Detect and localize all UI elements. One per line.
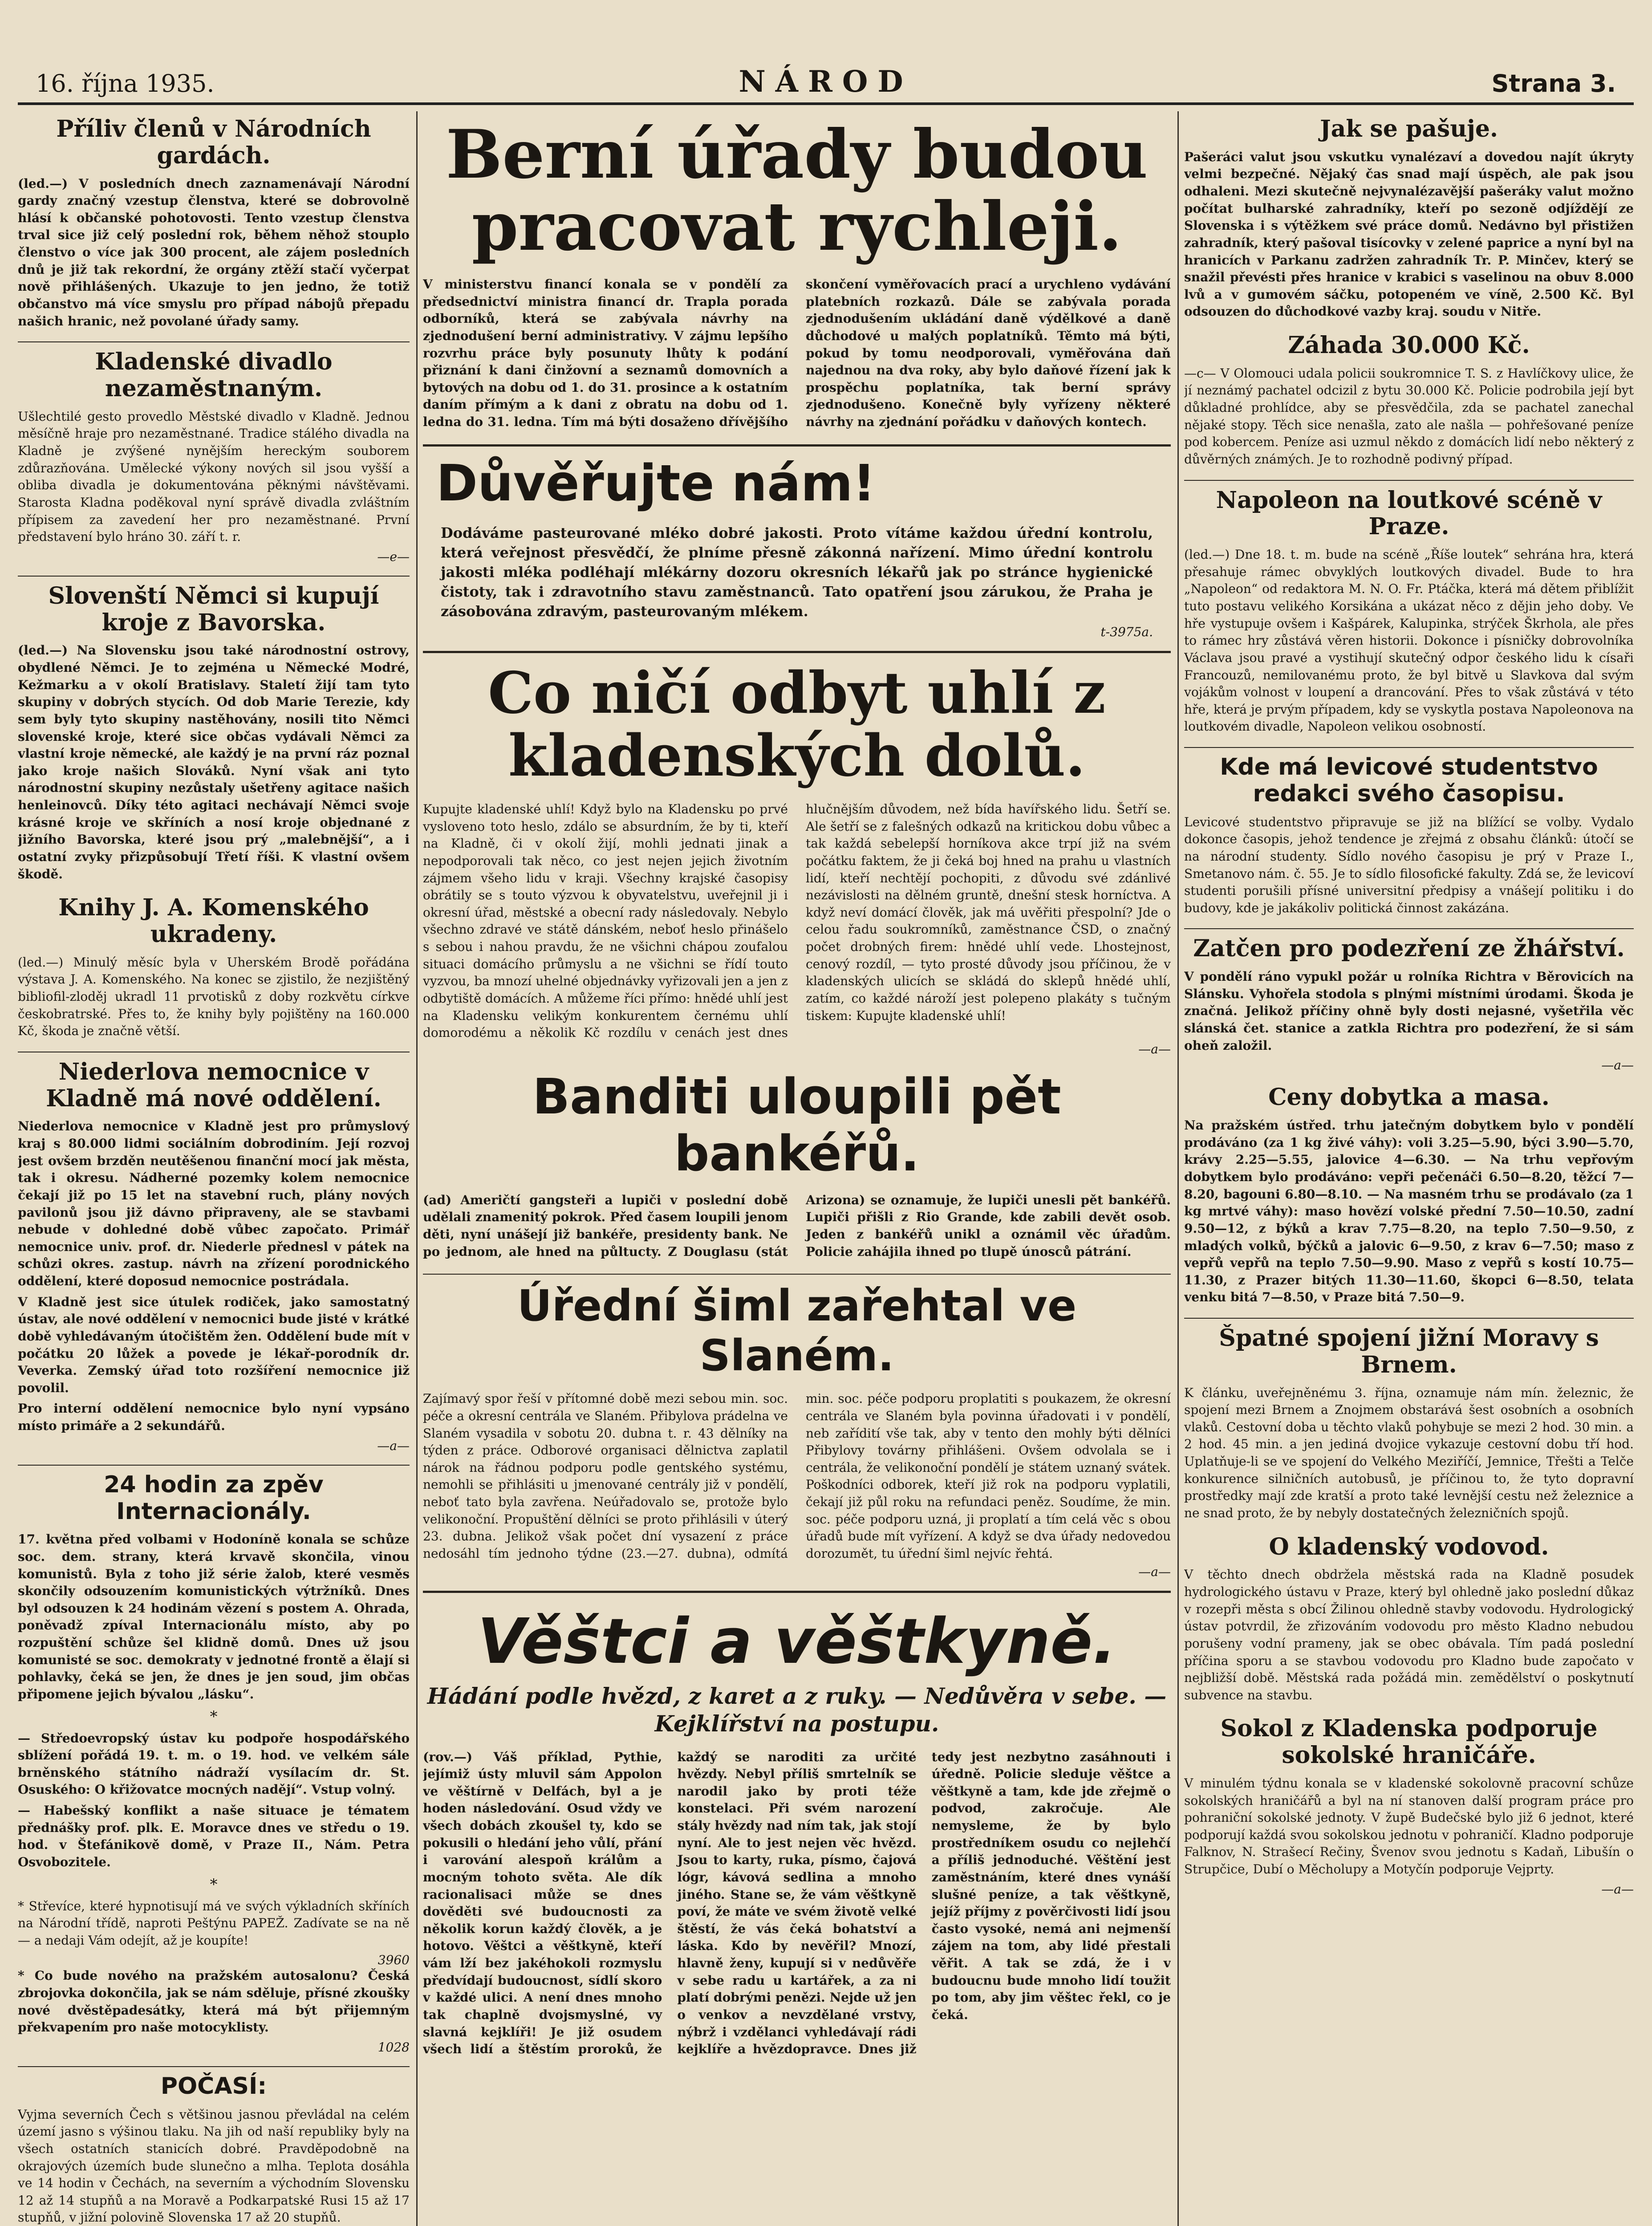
article-zatcen	[1184, 935, 1634, 1072]
headline: Jak se pašuje.	[1319, 116, 1498, 142]
article-body: Dodáváme pasteurované mléko dobré jakosti. Proto vítáme každou úřední kontrolu, která veřejnost přesvědčí, že plníme přesně zákonná nařízení. Mimo úřední kontrolu jakosti mléka podléhají mlékárny dozoru okresních lékařů jak po stránce hygienické čistoty, tak i zdravotního stavu zaměstnanců. Tato opatření jsou zárukou, že Praha je zásobována zdravým, pasteurovaným mlékem.	[441, 524, 1153, 620]
article-body: Na pražském ústřed. trhu jatečným dobytkem bylo v pondělí prodáváno (za 1 kg živé váhy): voli 3.25—5.90, býci 3.90—5.70, krávy 2.25—5.55, jalovice 4—6.30. — Na trhu vepřovým dobytkem bylo prodáváno: vepři pečenáči 6.50—8.20, těžcí 7—8.20, bagouni 6.80—8.10. — Na masném trhu se prodávalo (za 1 kg mrtvé váhy): maso hovězí volské přední 7.50—10.50, zadní 9.50—12, z býků a krav 7.75—8.20, na teplo 7.50—9.50, z mladých volků, býčků a jalovic 6—9.50, z krav 6—7.50; maso z vepřů vepřů na teplo 7.50—9.90. Maso z vepřů s kostí 10.75—11.30, z Prazer bitých 11.30—11.60, škopci 6—8.50, telata venku bitá 7—8.50, v Praze bitá 7.50—9.	[1184, 1118, 1634, 1305]
article-zahada	[1184, 332, 1634, 468]
headline: Příliv členů v Národních gardách.	[56, 116, 371, 169]
article-internacionala: 24 hodin za zpěv Internacionály. 17. května před volbami v Hodoníně konala se schůze soc. dem. strany, která krvavě skončila, vinou komunistů. Byla z toho již série žalob, které vesměs skončily odsouzením komunistických výtržníků. Dnes byl odsouzen k 24 hodinám vězení s postem A. Ohrada, poněvadž zpíval Internacionálu místo, aby po rozpuštění schůze šel klidně domů. Dnes už jsou komunisté se soc. demokraty v jednotné frontě a ělají si pohlavky, čeká se jen, že dnes je jen soud, jim občas připomene jejich bývalou „lásku“. * — Středoevropský ústav ku podpoře hospodářského sblížení pořádá 19. t. m. o 19. hod. ve velkém sále brněnského státního nádraží vysílacím dr. St. Osuského: O křižovatce mocných nadějí“. Vstup volný. — Habešský konflikt a naše situace je tématem přednášky prof. plk. E. Moravce dnes ve středu o 19. hod. v Štefánikově domě, v Praze II., Nám. Petra Osvobozitele. * * Střevíce, které hypnotisují má ve svých výkladních skříních na Národní třídě, naproti Peštýnu PAPEŽ. Zadívate se na ně — a nedaji Vám odejít, až je koupíte! 3960 * Co bude nového na pražském autosalonu? Česká zbrojovka dokončila, jak se nám sděluje, přísné zkoušky nové dvěstěpadesátky, která má být přijemným překvapením pro naše motocyklisty. 1028	[18, 1471, 410, 2055]
article-body: Pašeráci valut jsou vskutku vynalézaví a dovedou najít úkryty velmi bezpečné. Nějaký čas snad mají úspěch, ale pak jsou odhaleni. Mezi skutečně nejvynalézavější pašeráky valut možno počítat bulharské zahradníky, kteří po sezoně odjíždějí ze Slovenska i s výtěžkem své práce domů. Nedávno byl přistižen zahradník, který pašoval tisícovky v zelené paprice a nyní byl na hranicích v Parkanu zadržen zahradník Tr. P. Minčev, který se snažil převésti přes hranice v krabici s vaselinou na obuv 8.000 lvů a v gumovém sáčku, potopeném ve víně, 2.500 Kč. Byl odsouzen do důchodkové vazby kraj. soudu v Nitře.	[1184, 149, 1634, 319]
headline: Úřední šiml zařehtal ve Slaném.	[517, 1281, 1077, 1381]
headline: Banditi uloupili pět bankéřů.	[532, 1068, 1061, 1182]
article-spojeni-moravy	[1184, 1325, 1634, 1522]
article-slovensti-nemci	[18, 583, 410, 883]
article-uredni-siml	[423, 1281, 1171, 1579]
article-body: Ušlechtilé gesto provedlo Městské divadlo v Kladně. Jednou měsíčně hraje pro nezaměstnané. Tradice stálého divadla na Kladně je zvýšené nynějším hereckým souborem zdůrazňována. Umělecké výkony nových sil jsou vyšší a obliba divadla je dokumentována pěknými návštěvami. Starosta Kladna poděkoval nyní správě divadla zvláštním přípisem za zavedení her pro nezaměstnané. První představení bylo hráno 30. září t. r.	[18, 409, 410, 544]
article-body: Pro interní oddělení nemocnice bylo nyní vypsáno místo primáře a 2 sekundářů.	[18, 1401, 410, 1434]
article-niederlova-nemocnice	[18, 1059, 410, 1453]
issue-date: 16. října 1935.	[36, 69, 215, 97]
advert-number: 1028	[377, 2039, 410, 2055]
headline: Kladenské divadlo nezaměstnaným.	[95, 348, 333, 402]
article-body: Zajímavý spor řeší v přítomné době mezi sebou min. soc. péče a okresní centrála ve Slaném. Přibylova prádelna ve Slaném vysadila v sobotu 20. dubna t. r. 43 dělníky na týden z práce. Odborové organisaci dělnictva zaplatil nárok na řádnou podporu podle gentského systému, nemohli se přihlásiti u jmenované centrály již v pondělí, neboť tato byla zavřena. Neúřadovalo se, protože bylo velikonoční. Propuštění dělníci se proto přihlásili v úterý 23. dubna. Jelikož však počet dní vysazení z práce nedosáhl tím jednoho týdne (23.—27. dubna), odmítá min. soc. péče podporu proplatiti s poukazem, že okresní centrála ve Slaném byla povinna úřadovati i v pondělí, neb zařídití vše tak, aby v tento den mohly býti dělníci Přibylovy továrny přihlášeni. Ovšem odvolala se i centrála, že velikonoční pondělí je státem uznaný svátek. Poškodníci odborek, kteří již rok na podporu vyplatili, čekají již půl roku na refundaci peněz. Soudíme, že min. soc. péče podporu uzná, ji proplatí a tím celá věc s obou úřadů bude mít vyřízení. A když se dva úřady nedovedou dorozumět, tu úřední šiml nejvíc řehtá.	[423, 1391, 1171, 1561]
article-body: —c— V Olomouci udala policii soukromnice T. S. z Havlíčkovy ulice, že jí neznámý pachatel odcizil z bytu 30.000 Kč. Policie podrobila její byt důkladné prohlídce, aby se přesvědčila, zda se pachatel zanechal nějaké stopy. Těch sice nenašla, zato ale našla — pohřešované peníze pod kobercem. Peníze asi uzmul někdo z domácích lidí nebo některý z důvěrných známých. Je to rozhodně podivný případ.	[1184, 366, 1634, 467]
headline: Co ničí odbyt uhlí z kladenských dolů.	[488, 660, 1106, 790]
article-body: Vyjma severních Čech s většinou jasnou převládal na celém území jasno s výšinou tlaku. Na jih od naší republiky byly na všech ostatních stanicích dobré. Pravděpodobně na okrajových územích bude slunečno a mlha. Teplota dosáhla ve 14 hodin v Čechách, na severním a východním Slovensku 12 až 14 stupňů a na Moravě a Podkarpatské Rusi 15 až 17 stupňů, v jižní polovině Slovenska 17 až 20 stupňů.	[18, 2107, 410, 2225]
article-signature: —a—	[1138, 1564, 1171, 1579]
article-signature: —a—	[377, 1438, 410, 1453]
article-jak-se-pasuje	[1184, 116, 1634, 321]
subheadline: Hádání podle hvězd, z karet a z ruky. — Nedůvěra v sebe. — Kejklířství na postupu.	[427, 1682, 1167, 1737]
headline: Věštci a věštkyně.	[477, 1605, 1116, 1678]
headline: O kladenský vodovod.	[1269, 1533, 1549, 1560]
article-odbyt-uhli	[423, 662, 1171, 1056]
article-kladensky-vodovod	[1184, 1534, 1634, 1704]
headline: Důvěřujte nám!	[436, 454, 876, 512]
right-column	[1184, 116, 1634, 1908]
article-narodni-gardy	[18, 116, 410, 330]
headline: Kde má levicové studentstvo redakci svého časopisu.	[1220, 754, 1598, 807]
page-number: Strana 3.	[1491, 69, 1616, 97]
article-body: V Kladně jest sice útulek rodiček, jako samostatný ústav, ale nové oddělení v nemocnici bude jisté v krátké době vyhledávaným útočištěm žen. Oddělení bude mít v počátku 20 lůžek a povede je lékař-porodník dr. Veverka. Zemský úřad toto rozšíření nemocnice již povolil.	[18, 1294, 410, 1395]
article-signature: —a—	[1601, 1881, 1634, 1897]
article-body: (led.—) V posledních dnech zaznamenávají Národní gardy značný vzestup členstva, které se dobrovolně hlásí k občanské pohotovosti. Tento vzestup členstva trval sice již celý poslední rok, během něhož stouplo členstvo o více jak 300 procent, ale zájem posledních dnů je již tak rekordní, že orgány ztěží stačí vyčerpat nově přihlášených. Ukazuje to jen jedno, že totiž občanstvo má více smyslu pro případ nábojů přepadu našich hranic, než povolané úřady samy.	[18, 176, 410, 329]
left-column	[18, 116, 410, 2226]
article-body: (rov.—) Váš příklad, Pythie, jejímiž ústy mluvil sám Appolon ve věštírně v Delfách, byl a je hoden následování. Osud vždy ve všech dobách zkoušel ty, kdo se pokusili o hledání jeho vůlí, přání i varování alespoň králům a mocným tohoto světa. Ale dík racionalisaci může se dnes dověděti své budoucnosti za několik korun každý člověk, a je hotovo. Věštci a věštkyně, kteří vám lží bez jakéhokoli rozmyslu předvídají budoucnost, sídlí skoro v každé ulici. A není dnes mnoho tak chaplně dvojsmyslné, vy slavná kejklíři! Je již osudem všech lidí a štěstím proroků, že každý se naroditi za určité hvězdy. Nebyl příliš smrtelník se narodil jako by proti téže konstelaci. Při svém narození stály hvězdy nad ním tak, jak stojí nyní. Ale to jest nejen věc hvězd. Jsou to karty, ruka, písmo, čajová lógr, kávová sedlina a mnoho jiného. Stane se, že vám věštkyně poví, že máte ve svém životě velké štěstí, že vás čeká bohatství a láska. Kdo by nevěřil? Mnozí, hlavně ženy, kupují si v nedůvěře v sebe radu u kartářek, a za ni platí dobrými penězi. Nejde už jen o venkov a nevzdělané vrstvy, nýbrž i vzdělanci vyhledávají rádi kejklíře a hvězdopravce. Dnes již tedy jest nezbytno zasáhnouti i úředně. Policie sleduje věštce a věštkyně a tam, kde jde zřejmě o podvod, zakročuje. Ale nemysleme, že by bylo prostředníkem osudu co nejlehčí a příliš jednoduché. Věštění jest zaměstnáním, které dnes vynáší slušné peníze, a tak věštkyně, jejíž příjmy z pověrčivosti lidí jsou často vysoké, nemá ani nejmenší zájem na tom, aby lidé přestali věřit. A tak se zdá, že i v budoucnu bude mnoho lidí toužit po tom, aby jim věštec řekl, co je čeká.	[423, 1749, 1171, 2057]
headline: 24 hodin za zpěv Internacionály.	[104, 1471, 324, 1525]
article-body: Levicové studentstvo připravuje se již na blížící se volby. Vydalo dokonce časopis, jehož tendence je zřejmá z obsahu článků: útočí se na národní studenty. Sídlo nového časopisu je prý v Praze I., Smetanovo nám. č. 55. Je to sídlo filosofické fakulty. Zdá se, že levicoví studenti porušili přísné universitní předpisy a vnášejí politiku i do budovy, kde je jakákoliv politická činnost zakázána.	[1184, 814, 1634, 915]
article-body: V těchto dnech obdržela městská rada na Kladně posudek hydrologického ústavu v Praze, který byl ohledně jako poslední důkaz v rozepři města s obcí Žilinou ohledně stavby vodovodu. Hydrologický ústav potvrdil, že zřizováním vodovodu pro město Kladno nebudou porušeny vodní prameny, jak se obec obávala. Tím padá poslední příčina sporu a se stavbou vodovodu pro Kladno bude započato v nejbližší době. Městská rada požádá min. zemědělství o poskytnutí subvence na stavbu.	[1184, 1567, 1634, 1702]
headline: Špatné spojení jižní Moravy s Brnem.	[1219, 1324, 1599, 1378]
article-banditi	[423, 1068, 1171, 1263]
advert: * Střevíce, které hypnotisují má ve svých výkladních skříních na Národní třídě, naproti Peštýnu PAPEŽ. Zadívate se na ně — a nedaji Vám odejít, až je koupíte!	[18, 1898, 410, 1948]
article-ceny-dobytka	[1184, 1084, 1634, 1306]
article-body: K článku, uveřejněnému 3. října, oznamuje nám mín. železnic, že spojení mezi Brnem a Znojmem obstarává šest osobních a osobních vlaků. Cestovní doba u těchto vlaků pohybuje se mezi 2 hod. 30 min. a 2 hod. 45 min. a jen jediná dvojice vykazuje cestovní dobu tří hod. Uplatňuje-li se ve spojení do Velkého Meziříčí, Jemnice, Třešti a Telče konkurence silničních autobusů, je příčinou to, že tyto dopravní prostředky mají zde kratší a proto také levnější cestu než železnice a ne snad proto, že by nebyly dostatečných železničních spojů.	[1184, 1385, 1634, 1520]
headline: Slovenští Němci si kupují kroje z Bavorska.	[48, 582, 379, 636]
article-body: 17. května před volbami v Hodoníně konala se schůze soc. dem. strany, která krvavě skončila, vinou komunistů. Byla z toho již série žalob, které vesměs skončily odsouzením komunistických výtržníků. Dnes byl odsouzen k 24 hodinám vězení s postem A. Ohrada, poněvadž zpíval Internacionálu místo, aby po rozpuštění schůze šel klidně domů. Dnes už jsou komunisté se soc. demokraty v jednotné frontě a ělají si pohlavky, čeká se jen, že dnes je jen soud, jim občas připomene jejich bývalou „lásku“.	[18, 1532, 410, 1702]
article-napoleon	[1184, 487, 1634, 735]
advert-code: t-3975a.	[1100, 625, 1153, 640]
notice: — Habešský konflikt a naše situace je tématem přednášky prof. plk. E. Moravce dnes ve středu o 19. hod. v Štefánikově domě, v Praze II., Nám. Petra Osvobozitele.	[18, 1803, 410, 1869]
weather-report	[18, 2073, 410, 2226]
advert-duverujte-nam	[423, 455, 1171, 640]
headline: Ceny dobytka a masa.	[1268, 1084, 1550, 1111]
article-body: Niederlova nemocnice v Kladně jest pro průmyslový kraj s 80.000 lidmi sociálním dobrodiním. Její rozvoj jest ovšem brzděn neutěšenou finanční mocí jak města, tak i okresu. Nádherné pozemky kolem nemocnice čekají již po 15 let na stavební ruch, plány nových pavilonů jsou již dávno připraveny, ale se stavbami nebude v dohledné době vůbec započato. Primář nemocnice univ. prof. dr. Niederle přednesl v pátek na schůzi okres. zastup. návrh na zřízení porodnického oddělení, které doposud nemocnice postrádala.	[18, 1119, 410, 1289]
headline: Sokol z Kladenska podporuje sokolské hraničáře.	[1220, 1715, 1598, 1769]
advert: * Co bude nového na pražském autosalonu? Česká zbrojovka dokončila, jak se nám sděluje, přísné zkoušky nové dvěstěpadesátky, která má být přijemným překvapením pro naše motocyklisty.	[18, 1968, 410, 2035]
article-body: V ministerstvu financí konala se v pondělí za předsednictví ministra financí dr. Trapla porada odborníků, která se zabývala návrhy na zjednodušení berní administrativy. V zájmu lepšího rozvrhu práce byly posunuty lhůty k podání přiznání k dani činžovní a seznamů domovních a bytových na dobu od 1. do 31. prosince a k ostatním daním přímým a k dani z obratu na dobu od 1. ledna do 31. ledna. Tím má býti dosaženo dřívějšího skončení vyměřovacích prací a urychleno vydávání platebních rozkazů. Dále se zabývala porada zjednodušením ukládání daně výdělkové a daně důchodové u malých poplatníků. Těmto má býti, pokud by tomu neodporovali, vyměřována daň najednou na dva roky, aby bylo daňové řízení jak k prospěchu poplatníka, tak berní správy zjednodušeno. Konečně byly vyřízeny některé návrhy na zjednání pořádku v daňových kontech.	[423, 277, 1171, 429]
article-body: (led.—) Dne 18. t. m. bude na scéně „Říše loutek“ sehrána hra, která přesahuje rámec obvyklých loutkových divadel. Bude to hra „Napoleon“ od redaktora M. N. O. Fr. Ptáčka, která má dětem přiblížit tuto postavu velikého Korsikána a ukázat něco z dějin jeho doby. Ve hře vystupuje ovšem i Kašpárek, Kalupinka, strýček Škrhola, ale přes to rámec hry zůstává věren historii. Dokonce i písničky dobrovolníka Václava jsou pravé a vystihují skutečný odpor českého lidu k císaři Francouzů, nemilovanému proto, že byl bitvě u Slavkova dal svým vojákům volnost v loupení a drancování. Přes to však zůstává v této hře, která je prvým případem, kdy se vyskytla postava Napoleonova na loutkovém divadle, Napoleon velikou osobností.	[1184, 547, 1634, 734]
notice: — Středoevropský ústav ku podpoře hospodářského sblížení pořádá 19. t. m. o 19. hod. ve velkém sále brněnského státního nádraží vysílacím dr. St. Osuského: O křižovatce mocných nadějí“. Vstup volný.	[18, 1730, 410, 1797]
headline: Niederlova nemocnice v Kladně má nové oddělení.	[46, 1058, 382, 1112]
headline: Napoleon na loutkové scéně v Praze.	[1216, 486, 1602, 540]
article-signature: —a—	[1601, 1058, 1634, 1073]
article-kladenske-divadlo	[18, 349, 410, 564]
article-vestci	[423, 1605, 1171, 2058]
column-divider	[1177, 111, 1179, 2226]
article-knihy-komenskeho	[18, 894, 410, 1040]
article-berni-urady	[423, 118, 1171, 433]
article-body: (ad) Američtí gangsteři a lupiči v poslední době udělali znamenitý pokrok. Před časem loupili jenom děti, nyní unášejí již bankéře, presidenty bank. Ne po jednom, ale hned na půltucty. Z Douglasu (stát Arizona) se oznamuje, že lupiči unesli pět bankéřů. Lupiči přišli z Rio Grande, kde zabili devět osob. Jeden z bankéřů unikl a oznámil věc úřadům. Policie zahájila ihned po tlupě únosců pátrání.	[423, 1192, 1171, 1259]
column-divider	[416, 111, 418, 2226]
middle-column	[423, 116, 1171, 2070]
masthead	[18, 64, 1634, 105]
article-body: V minulém týdnu konala se v kladenské sokolovně pracovní schůze sokolských hraničářů a byl na ní stanoven další program práce pro pohraniční sokolské jednoty. V župě Budečské bylo již 6 jednot, které podporují každá svou sokolskou jednotu v pohraničí. Kladno podporuje Falknov, N. Strašecí Rečiny, Švenov svou jednotu s Kadaň, Libušín o Strupčice, Dubí o Měcholupy a Motyčín podporuje Vejprty.	[1184, 1775, 1634, 1877]
article-body: (led.—) Minulý měsíc byla v Uherském Brodě pořádána výstava J. A. Komenského. Na konec se zjistilo, že nezjištěný bibliofil-zloděj ukradl 11 prvotisků z doby rozkvětu církve českobratrské. Přes to, že knihy byly pojištěny na 160.000 Kč, škoda je značně větší.	[18, 955, 410, 1039]
article-signature: —a—	[1138, 1041, 1171, 1056]
advert-number: 3960	[377, 1953, 410, 1968]
article-body: Kupujte kladenské uhlí! Když bylo na Kladensku po prvé vysloveno toto heslo, zdálo se absurdním, že by ti, kteří na Kladně, či v okolí žijí, mohli jednati jinak a nepodporovali tak něco, co jest nejen jejich životním zájmem všeho lidu v kraji. Všechny krajské časopisy obrátily se s touto výzvou k obyvatelstvu, uveřejnil ji i okresní úřad, městské a obecní rady následovaly. Nebylo všechno zdravé ve státě dánském, neboť heslo přinášelo s sebou i nahou pravdu, že ne všichni chápou zoufalou situaci domácího průmyslu a ne všichni se řídí touto vyzvou, ba mnozí uhelné objednávky vyřizovali jen a jen z odbytiště domácích. A můžeme říci přímo: hnědé uhlí jest na Kladensku velikým konkurentem černému uhlí domorodému a několik Kč rozdílu v cenách jest dnes hlučnějším důvodem, než bída havířského lidu. Šetří se. Ale šetří se z falešných odkazů na kritickou dobu vůbec a tak každá sebelepší horníkova akce trpí již na svém počátku faktem, že ji čeká boj hned na prahu u vlastních lidí, kteří nechtějí pochopiti, z důvodu své zdánlivé nezávislosti na dělném gruntě, dnešní stesk horníctva. A když neví domácí člověk, jak má uvěřiti přespolní? Jde o celou řadu soukromníků, zaměstnance ČSD, o značný počet drobných firem: hnědé uhlí vede. Lhostejnost, cenový rozdíl, — tyto prosté důvody jsou příčinou, že v kladenských ulicích se skládá do sklepů hnědé uhlí, zatím, co každé nároží jest polepeno plakáty s tučným tiskem: Kupujte kladenské uhlí!	[423, 802, 1171, 1040]
article-body: (led.—) Na Slovensku jsou také národnostní ostrovy, obydlené Němci. Je to zejména u Německé Modré, Kežmarku a v okolí Bratislavy. Staletí žijí tam tyto skupiny v dobrých stycích. Od dob Marie Terezie, kdy sem byly tyto skupiny nastěhovány, nosili tito Němci slovenské kroje, které sice občas vydávali Němci za vlastní kroje německé, ale každý je na první ráz poznal jako kroje našich Slováků. Nyní však ani tyto národnostní skupiny nezůstaly ušetřeny agitace našich henleinovců. Díky této agitaci nechávají Němci svoje krásné kroje ve skříních a nosí kroje objednané z jižního Bavorska, které jsou prý „malebnější“, a i ostatní zvyky přizpůsobují Třetí říši. K vlastní ovšem škodě.	[18, 643, 410, 881]
article-sokol-kladensko	[1184, 1715, 1634, 1896]
headline: Knihy J. A. Komenského ukradeny.	[58, 894, 369, 948]
headline: POČASÍ:	[160, 2072, 267, 2100]
article-levicove-studentstvo	[1184, 754, 1634, 917]
headline: Záhada 30.000 Kč.	[1288, 332, 1530, 359]
article-signature: —e—	[377, 549, 410, 564]
headline: Berní úřady budou pracovat rychleji.	[446, 116, 1148, 266]
newspaper-title: NÁROD	[739, 64, 913, 99]
article-body: V pondělí ráno vypukl požár u rolníka Richtra v Běrovicích na Slánsku. Vyhořela stodola s plnými místními úrodami. Škoda je značná. Jelikož příčiny ohně byly dosti nejasné, vyšetřila věc slánská čet. stanice a zatkla Richtra pro podezření, že si sám oheň založil.	[1184, 969, 1634, 1053]
headline: Zatčen pro podezření ze žhářství.	[1193, 935, 1625, 963]
